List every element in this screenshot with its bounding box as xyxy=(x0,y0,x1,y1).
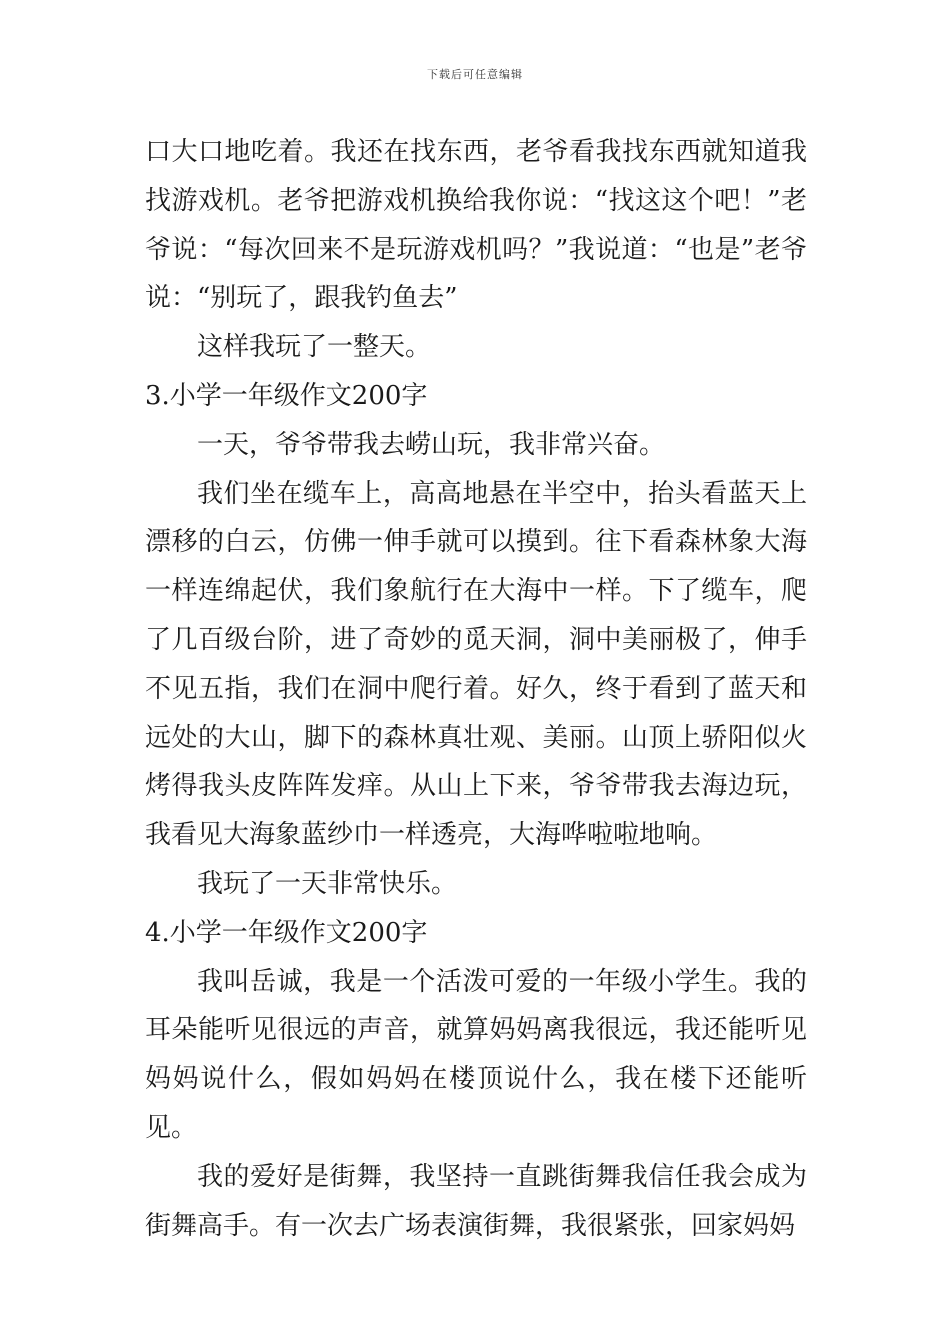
section-heading: 4.小学一年级作文200字 xyxy=(145,917,428,948)
paragraph: 一天，爷爷带我去崂山玩，我非常兴奋。 xyxy=(197,429,666,460)
paragraph: 我们坐在缆车上，高高地悬在半空中，抬头看蓝天上漂移的白云，仿佛一伸手就可以摸到。往下看森林象大海一样连绵起伏，我们象航行在大海中一样。下了缆车，爬了几百级台阶，进了奇妙的觅天洞，洞中美丽极了，伸手不见五指，我们在洞中爬行着。好久，终于看到了蓝天和远处的大山，脚下的森林真壮观、美丽。山顶上骄阳似火烤得我头皮阵阵发痒。从山上下来，爷爷带我去海边玩，我看见大海象蓝纱巾一样透亮，大海哗啦啦地响。 xyxy=(145,478,807,851)
paragraph: 我的爱好是街舞，我坚持一直跳街舞我信任我会成为街舞高手。有一次去广场表演街舞，我很紧张，回家妈妈 xyxy=(145,1161,807,1241)
document-body xyxy=(145,128,807,1250)
paragraph: 这样我玩了一整天。 xyxy=(197,332,432,363)
section-heading: 3.小学一年级作文200字 xyxy=(145,380,428,411)
paragraph: 我玩了一天非常快乐。 xyxy=(197,868,458,899)
paragraph: 口大口地吃着。我还在找东西，老爷看我找东西就知道我找游戏机。老爷把游戏机换给我你说：“找这这个吧！”老爷说：“每次回来不是玩游戏机吗？”我说道：“也是”老爷说：“别玩了，跟我钓鱼去” xyxy=(145,137,807,314)
page-header: 下载后可任意编辑 xyxy=(427,68,523,81)
paragraph: 我叫岳诚，我是一个活泼可爱的一年级小学生。我的耳朵能听见很远的声音，就算妈妈离我很远，我还能听见妈妈说什么，假如妈妈在楼顶说什么，我在楼下还能听见。 xyxy=(145,966,807,1143)
